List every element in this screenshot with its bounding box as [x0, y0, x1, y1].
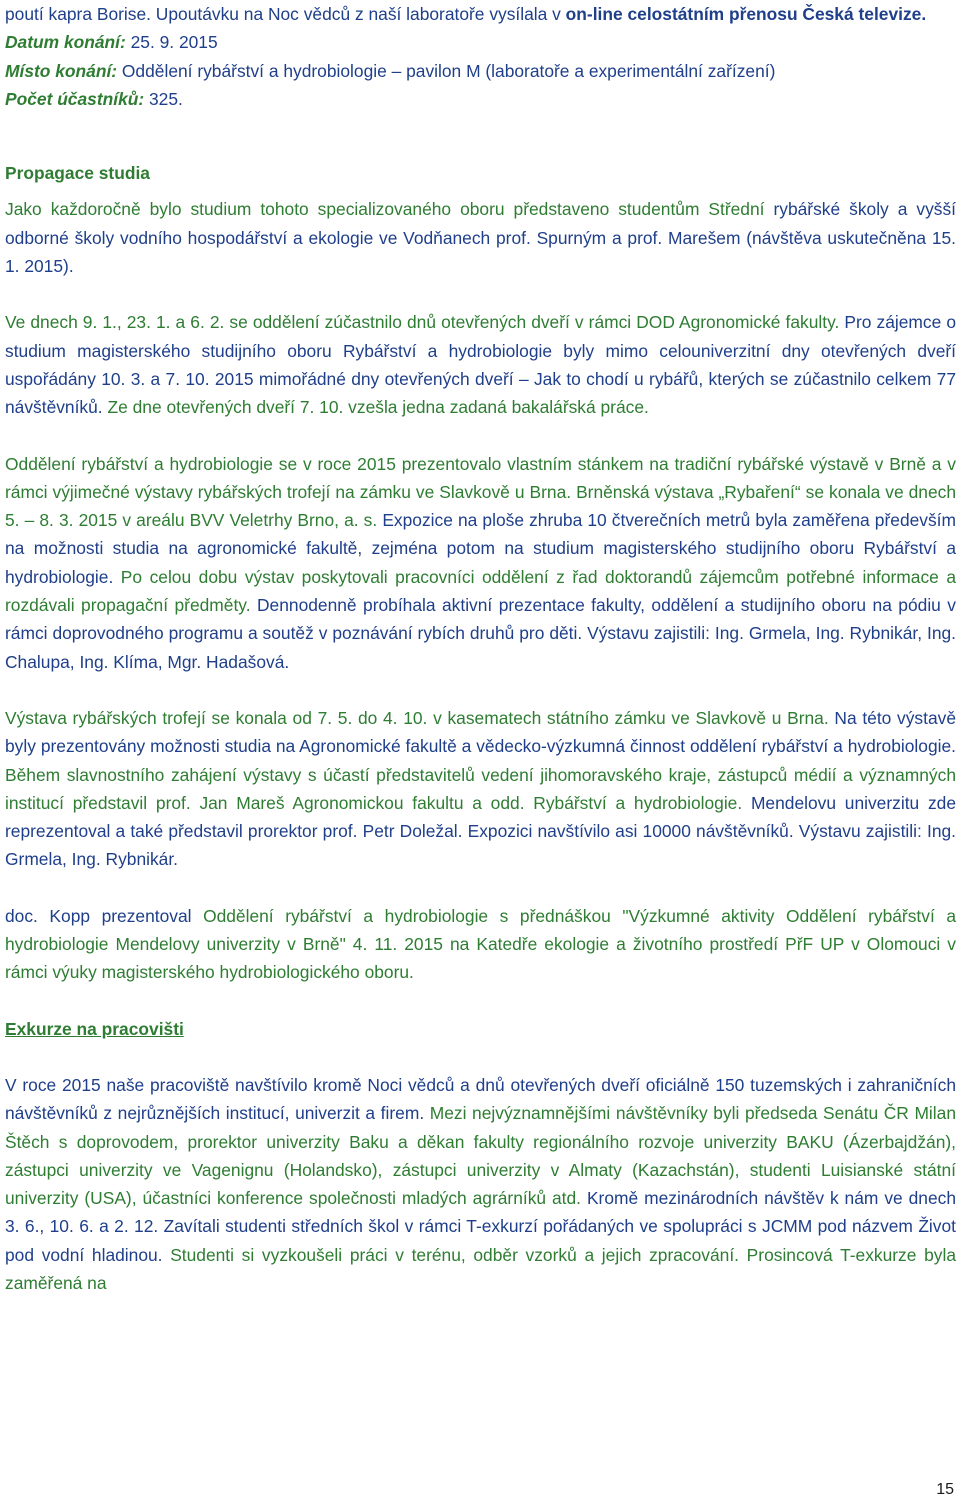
place-label: Místo konání:: [5, 60, 118, 81]
intro-text: poutí kapra Borise. Upoutávku na Noc vědců z naší laboratoře vysílala v: [5, 4, 566, 24]
propagace-paragraph-2: [5, 308, 956, 421]
exkurze-p1-a: V roce 2015 naše pracoviště navštívilo kromě Noci vědců a dnů otevřených dveří oficiálně 150 tuzemských i zahraničních návštěvníků z nejrůznějších institucí, univerzit a firem.: [5, 1074, 956, 1124]
exkurze-p1-b: Mezi nejvýznamnějšími návštěvníky byli předseda Senátu ČR Milan Štěch s doprovodem, prorektor univerzity Baku a děkan fakulty regionálního rozvoje univerzity BAKU (Ázerbajdžán), zástupci univerzity ve Vagenignu (Holandsko), zástupci univerzity v Almaty (Kazachstán), studenti Luisianské státní univerzity (USA), účastníci konference společnosti mladých agrárníků atd.: [5, 1103, 957, 1209]
event-count: [5, 85, 956, 113]
section-exkurze: [5, 1015, 956, 1298]
document-page: [5, 0, 956, 1297]
propagace-p3-a: Oddělení rybářství a hydrobiologie se v roce 2015 prezentovalo vlastním stánkem na tradiční rybářské výstavě v Brně a v rámci výjimečné výstavy rybářských trofejí na zámku ve Slavkově u Brna. Brněnská výstava „Rybaření“ se konala ve dnech 5. – 8. 3. 2015 v areálu BVV Veletrhy Brno, a. s.: [5, 453, 956, 531]
propagace-p2-b: Pro zájemce o studium magisterského studijního oboru Rybářství a hydrobiologie byly mimo celouniverzitní dny otevřených dveří uspořádány 10. 3. a 7. 10. 2015 mimořádné dny otevřených dveří – Jak to chodí u rybářů, kterých se zúčastnilo celkem 77 návštěvníků.: [5, 312, 956, 418]
propagace-p3-d: Dennodenně probíhala aktivní prezentace fakulty, oddělení a studijního oboru na pódiu v rámci doprovodného programu a soutěž v poznávání rybích druhů pro děti. Výstavu zajistili: Ing. Grmela, Ing. Rybnikár, Ing. Chalupa, Ing. Klíma, Mgr. Hadašová.: [5, 595, 956, 672]
intro-bold-text: on-line celostátním přenosu Česká televize.: [565, 4, 927, 24]
propagace-p5-b: Oddělení rybářství a hydrobiologie s přednáškou "Výzkumné aktivity Oddělení rybářství a hydrobiologie Mendelovy univerzity v Brně" 4. 11. 2015 na Katedře ekologie a životního prostředí PřF UP v Olomouci v rámci výuky magisterského hydrobiologického oboru.: [5, 905, 957, 983]
section-propagace: [5, 159, 956, 986]
propagace-p4-c: Během slavnostního zahájení výstavy s účastí představitelů vedení jihomoravského kraje, zástupců médií a významných institucí představil prof. Jan Mareš Agronomickou fakultu a odd. Rybářství a hydrobiologie.: [5, 764, 956, 813]
page-number: 15: [936, 1481, 954, 1498]
propagace-p2-c: Ze dne otevřených dveří 7. 10. vzešla jedna zadaná bakalářská práce.: [102, 397, 649, 418]
place-value: Oddělení rybářství a hydrobiologie – pavilon M (laboratoře a experimentální zařízení): [117, 60, 776, 81]
propagace-p4-b: Na této výstavě byly prezentovány možnosti studia na Agronomické fakultě a vědecko-výzkumná činnost oddělení rybářství a hydrobiologie.: [5, 707, 956, 757]
intro-paragraph: [5, 0, 956, 28]
exkurze-p1-d: Studenti si vyzkoušeli práci v terénu, odběr vzorků a jejich zpracování. Prosincová T-exkurze byla zaměřená na: [5, 1244, 956, 1293]
propagace-p4-a: Výstava rybářských trofejí se konala od 7. 5. do 4. 10. v kasematech státního zámku ve Slavkově u Brna.: [5, 707, 829, 728]
exkurze-paragraph-1: [5, 1071, 956, 1297]
date-label: Datum konání:: [5, 32, 126, 53]
exkurze-p1-c: Kromě mezinárodních návštěv k nám ve dnech 3. 6., 10. 6. a 2. 12. Zavítali studenti středních škol v rámci T-exkurzí pořádaných ve spolupráci s JCMM pod názvem Život pod vodní hladinou.: [5, 1188, 956, 1265]
event-date: [5, 28, 956, 56]
propagace-p1-c: Marešem (návštěva uskutečněna 15. 1. 2015).: [5, 227, 956, 277]
date-value: 25. 9. 2015: [125, 32, 218, 53]
propagace-p5-a: doc. Kopp prezentoval: [5, 905, 204, 926]
propagace-paragraph-4: [5, 704, 956, 874]
propagace-p1-b: rybářské školy a vyšší odborné školy vodního hospodářství a ekologie ve Vodňanech prof. Spurným a prof.: [5, 199, 956, 248]
propagace-paragraph-1: [5, 195, 956, 280]
count-value: 325.: [144, 88, 183, 109]
section-heading-exkurze: Exkurze na pracovišti: [5, 1018, 184, 1039]
propagace-paragraph-3: [5, 450, 956, 676]
propagace-p3-b: Expozice na ploše zhruba 10 čtverečních metrů byla zaměřena především na možnosti studia na agronomické fakultě, zejména potom na studium magisterského studijního oboru Rybářství a hydrobiologie.: [5, 510, 956, 587]
propagace-p1-a: Jako každoročně bylo studium tohoto specializovaného oboru představeno studentům Střední: [5, 199, 774, 220]
section-heading-propagace: Propagace studia: [5, 163, 150, 184]
event-place: [5, 57, 956, 85]
propagace-paragraph-5: [5, 902, 956, 987]
propagace-p2-a: Ve dnech 9. 1., 23. 1. a 6. 2. se oddělení zúčastnilo dnů otevřených dveří v rámci DOD Agronomické fakulty.: [5, 312, 840, 333]
count-label: Počet účastníků:: [5, 88, 145, 109]
propagace-p4-d: Mendelovu univerzitu zde reprezentoval a také představil prorektor prof. Petr Doležal. Expozici navštívilo asi 10000 návštěvníků. Výstavu zajistili: Ing. Grmela, Ing. Rybnikár.: [5, 792, 956, 870]
event-info: [5, 0, 956, 113]
propagace-p3-c: Po celou dobu výstav poskytovali pracovníci oddělení z řad doktorandů zájemcům potřebné informace a rozdávali propagační předměty.: [5, 566, 956, 616]
